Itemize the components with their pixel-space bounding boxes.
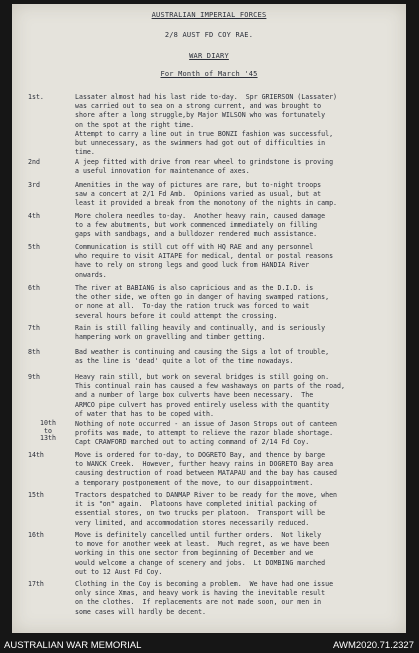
entry-date: 4th: [28, 212, 40, 220]
entry-date: 8th: [28, 348, 40, 356]
entry-text: Lassater almost had his last ride to-day. Spr GRIERSON (Lassater) was carried out to sea on a strong current, and was brought to shore after a long struggle,by Major WILSON who was fortunately on the spot at the right time. Attempt to carry a line out in true BONZI fashion was successful, but unnecessary, as the swimmers had got out of difficulties in time.: [75, 93, 338, 157]
entry-date: 15th: [28, 491, 44, 499]
archive-footer: [0, 638, 419, 653]
entry-text: A jeep fitted with drive from rear wheel to grindstone is proving a useful innovation for maintenance of axes.: [75, 158, 334, 176]
entry-date: 2nd: [28, 158, 40, 166]
entry-text: Tractors despatched to DANMAP River to be ready for the move, when it is "on" again. Platoons have completed initial packing of essential stores, on two trucks per platoon. Transport will be very limited, and accommodation stores necessarily reduced.: [75, 491, 338, 527]
entry-text: Move is definitely cancelled until further orders. Not likely to move for another week at least. Much regret, as we have been working in this one sector from beginning of December and we would welcome a change of scenery and jobs. Lt DOMBING marched out to 12 Aust Fd Coy.: [75, 531, 330, 576]
entry-date: 10th to 13th: [40, 419, 56, 442]
entry-date: 14th: [28, 451, 44, 459]
entry-date: 5th: [28, 243, 40, 251]
entry-text: Bad weather is continuing and causing the Sigs a lot of trouble, as the line is 'dead' quite a lot of the time nowadays.: [75, 348, 330, 366]
entry-date: 17th: [28, 580, 44, 588]
entry-text: Rain is still falling heavily and continually, and is seriously hampering work on gravelling and timber getting.: [75, 324, 326, 342]
entry-date: 6th: [28, 284, 40, 292]
source-label: AUSTRALIAN WAR MEMORIAL: [4, 640, 142, 651]
entry-date: 16th: [28, 531, 44, 539]
entry-text: Heavy rain still, but work on several bridges is still going on. This continual rain has caused a few washaways on parts of the road, and a number of large box culverts have been necessary. The ARMCO pipe culvert has proved entirely useless with the quantity of water that has to be coped with.: [75, 373, 345, 418]
entry-text: The river at BABIANG is also capricious and as the D.I.D. is the other side, we often go in danger of having swamped rations, or none at all. To-day the ration truck was forced to wait several hours before it could attempt the crossing.: [75, 284, 330, 320]
entry-date: 9th: [28, 373, 40, 381]
entry-text: Amenities in the way of pictures are rare, but to-night troops saw a concert at 2/1 Fd Amb. Opinions varied as usual, but at least it provided a break from the monotony of the nights in camp.: [75, 181, 338, 208]
entry-text: More cholera needles to-day. Another heavy rain, caused damage to a few abutments, but work commenced immediately on filling gaps with sandbags, and a bulldozer rendered much assistance.: [75, 212, 326, 239]
document-title: WAR DIARY: [189, 52, 229, 60]
entry-text: Clothing in the Coy is becoming a problem. We have had one issue only since Xmas, and heavy work is having the inevitable result on the clothes. If replacements are not made soon, our men in some cases will hardly be decent.: [75, 580, 334, 616]
company-heading: 2/8 AUST FD COY RAE.: [164, 31, 254, 39]
entry-text: Nothing of note occurred - an issue of Jason Strops out of canteen profits was made, to attempt to relieve the razor blade shortage. Capt CRAWFORD marched out to acting command of 2/14 Fd Coy.: [75, 420, 338, 447]
period-heading: For Month of March '45: [160, 70, 258, 78]
entry-text: Move is ordered for to-day, to DOGRETO Bay, and thence by barge to WANCK Creek. However, further heavy rains in DOGRETO Bay area causing destruction of road between MATAPAU and the bay has caused a temporary postponement of the move, to our disappointment.: [75, 451, 338, 487]
entry-text: Communication is still cut off with HQ RAE and any personnel who require to visit AITAPE for medical, dental or postal reasons have to rely on strong legs and good luck from HANDIA River onwards.: [75, 243, 334, 279]
unit-heading: AUSTRALIAN IMPERIAL FORCES: [151, 11, 267, 19]
entry-date: 3rd: [28, 181, 40, 189]
entry-date: 7th: [28, 324, 40, 332]
diary-page: [12, 4, 406, 633]
entry-date: 1st.: [28, 93, 44, 101]
reference-number: AWM2020.71.2327: [333, 640, 414, 651]
